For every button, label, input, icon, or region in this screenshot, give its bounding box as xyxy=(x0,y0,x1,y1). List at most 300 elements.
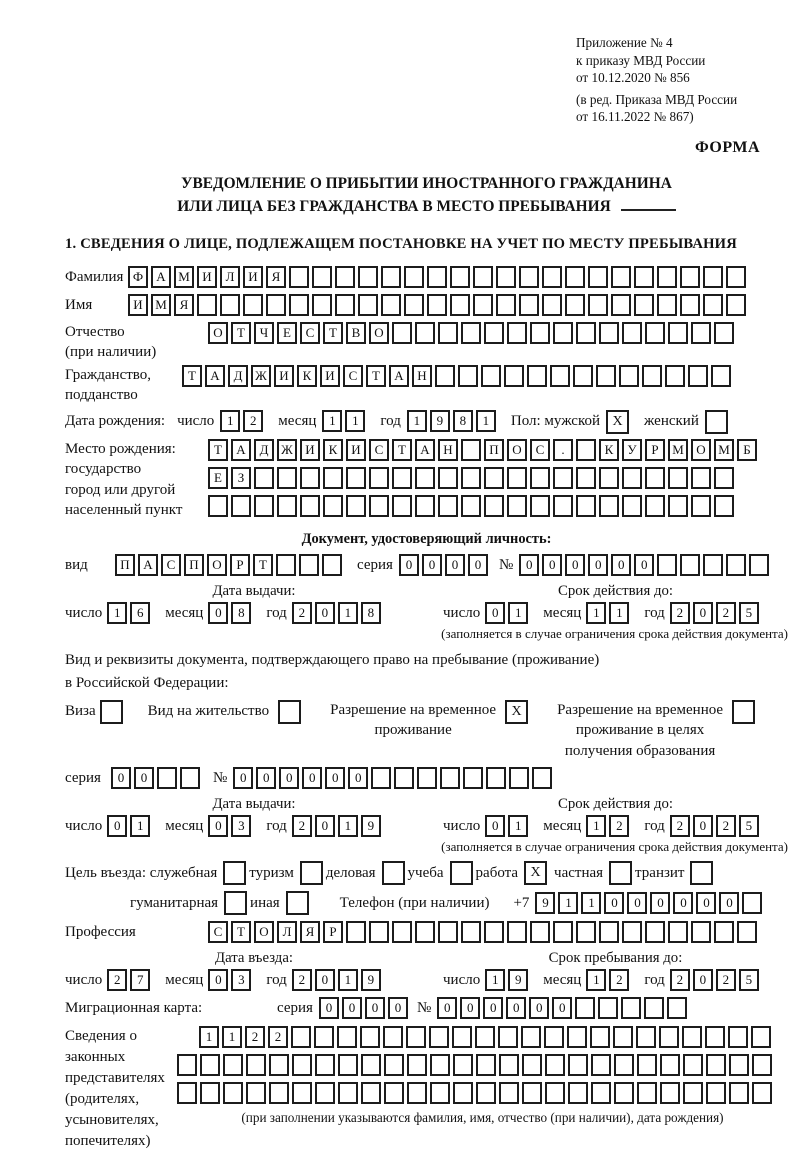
stay-month-cell[interactable]: 1 xyxy=(586,969,606,991)
phone-cell[interactable]: 1 xyxy=(581,892,601,914)
patronymic-cell[interactable]: Т xyxy=(231,322,251,344)
citizenship-cell[interactable]: К xyxy=(297,365,317,387)
visa-checkbox[interactable] xyxy=(100,700,126,724)
stay-month-cell[interactable]: 2 xyxy=(609,969,629,991)
profession-cell[interactable] xyxy=(484,921,504,943)
doc-number-cell[interactable]: 0 xyxy=(611,554,631,576)
birth-place-cell[interactable] xyxy=(714,467,734,489)
birth-place-cell[interactable] xyxy=(254,495,274,517)
stay-year-cell[interactable]: 2 xyxy=(670,969,690,991)
birth-place-cell[interactable] xyxy=(300,495,320,517)
birth-place-cell[interactable] xyxy=(415,495,435,517)
representatives-cell[interactable]: 2 xyxy=(245,1026,265,1048)
firstname-cell[interactable] xyxy=(450,294,470,316)
surname-cell[interactable] xyxy=(519,266,539,288)
entry-year-cell[interactable]: 1 xyxy=(338,969,358,991)
birth-place-cell[interactable]: Ж xyxy=(277,439,297,461)
patronymic-cell[interactable] xyxy=(691,322,711,344)
purpose-work-checkbox-cell[interactable]: X xyxy=(524,861,547,885)
birth-year-cells[interactable] xyxy=(407,410,499,432)
representatives-cell[interactable] xyxy=(292,1054,312,1076)
permit-expiry-year-cell[interactable]: 5 xyxy=(739,815,759,837)
profession-cell[interactable] xyxy=(507,921,527,943)
representatives-cell[interactable] xyxy=(660,1082,680,1104)
permit-series-cell[interactable] xyxy=(180,767,200,789)
surname-cell[interactable] xyxy=(404,266,424,288)
representatives-cell[interactable] xyxy=(452,1026,472,1048)
birth-month-cells[interactable] xyxy=(322,410,368,432)
migration-series-cell[interactable]: 0 xyxy=(319,997,339,1019)
birth-place-cell[interactable] xyxy=(599,495,619,517)
phone-cell[interactable]: 0 xyxy=(650,892,670,914)
citizenship-cell[interactable]: С xyxy=(343,365,363,387)
purpose-other-checkbox[interactable] xyxy=(286,891,312,915)
migration-number-cell[interactable]: 0 xyxy=(483,997,503,1019)
firstname-cell[interactable] xyxy=(657,294,677,316)
patronymic-cell[interactable] xyxy=(599,322,619,344)
purpose-private-checkbox-cell[interactable] xyxy=(609,861,632,885)
citizenship-cell[interactable]: Т xyxy=(182,365,202,387)
representatives-cell[interactable] xyxy=(636,1026,656,1048)
migration-number-cell[interactable]: 0 xyxy=(529,997,549,1019)
firstname-cell[interactable] xyxy=(335,294,355,316)
patronymic-cell[interactable] xyxy=(461,322,481,344)
entry-year-cell[interactable]: 9 xyxy=(361,969,381,991)
patronymic-cells[interactable] xyxy=(208,322,737,344)
birth-place-cell[interactable]: Р xyxy=(645,439,665,461)
profession-cell[interactable] xyxy=(369,921,389,943)
birth-place-cell[interactable] xyxy=(438,495,458,517)
issue-year-cell[interactable]: 1 xyxy=(338,602,358,624)
firstname-cells[interactable] xyxy=(128,294,749,316)
purpose-business-checkbox[interactable] xyxy=(382,861,408,885)
patronymic-cell[interactable] xyxy=(714,322,734,344)
sex-female-checkbox[interactable] xyxy=(705,410,731,434)
representatives-cell[interactable] xyxy=(429,1026,449,1048)
permit-expiry-year-cells[interactable] xyxy=(670,815,762,837)
sex-female-checkbox-cell[interactable] xyxy=(705,410,728,434)
birth-place-cell[interactable] xyxy=(622,467,642,489)
doc-kind-cell[interactable]: А xyxy=(138,554,158,576)
citizenship-cell[interactable] xyxy=(619,365,639,387)
representatives-cell[interactable] xyxy=(683,1054,703,1076)
birth-place-cell[interactable]: О xyxy=(691,439,711,461)
patronymic-cell[interactable] xyxy=(484,322,504,344)
representatives-cell[interactable] xyxy=(384,1082,404,1104)
birth-place-cell[interactable] xyxy=(346,467,366,489)
birth-place-cell[interactable]: У xyxy=(622,439,642,461)
firstname-cell[interactable] xyxy=(542,294,562,316)
permit-number-cell[interactable]: 0 xyxy=(233,767,253,789)
citizenship-cell[interactable] xyxy=(711,365,731,387)
birth-day-cell[interactable]: 2 xyxy=(243,410,263,432)
representatives-cell[interactable] xyxy=(522,1082,542,1104)
residence-permit-checkbox[interactable] xyxy=(278,700,304,724)
birth-place-row2[interactable] xyxy=(208,467,760,489)
citizenship-cell[interactable]: А xyxy=(205,365,225,387)
citizenship-cell[interactable] xyxy=(435,365,455,387)
representatives-cell[interactable] xyxy=(200,1054,220,1076)
permit-number-cell[interactable] xyxy=(440,767,460,789)
birth-place-cell[interactable] xyxy=(392,495,412,517)
representatives-row2[interactable] xyxy=(177,1054,788,1076)
citizenship-cell[interactable] xyxy=(527,365,547,387)
purpose-other-checkbox-cell[interactable] xyxy=(286,891,309,915)
representatives-cell[interactable] xyxy=(292,1082,312,1104)
entry-year-cells[interactable] xyxy=(292,969,384,991)
birth-place-cell[interactable]: Т xyxy=(392,439,412,461)
expiry-day-cells[interactable] xyxy=(485,602,531,624)
issue-year-cell[interactable]: 2 xyxy=(292,602,312,624)
temp-residence-edu-checkbox-cell[interactable] xyxy=(732,700,755,724)
firstname-cell[interactable] xyxy=(358,294,378,316)
birth-place-cell[interactable] xyxy=(691,467,711,489)
birth-place-cell[interactable] xyxy=(599,467,619,489)
issue-year-cell[interactable]: 0 xyxy=(315,602,335,624)
surname-cell[interactable]: И xyxy=(197,266,217,288)
permit-series-cells[interactable] xyxy=(111,767,203,789)
doc-kind-cell[interactable]: П xyxy=(115,554,135,576)
representatives-row3[interactable] xyxy=(177,1082,788,1104)
firstname-cell[interactable] xyxy=(243,294,263,316)
entry-month-cell[interactable]: 0 xyxy=(208,969,228,991)
permit-number-cell[interactable] xyxy=(509,767,529,789)
permit-issue-year-cell[interactable]: 0 xyxy=(315,815,335,837)
doc-kind-cell[interactable] xyxy=(322,554,342,576)
representatives-cell[interactable]: 1 xyxy=(199,1026,219,1048)
birth-place-cell[interactable] xyxy=(415,467,435,489)
migration-series-cells[interactable] xyxy=(319,997,411,1019)
representatives-cell[interactable] xyxy=(407,1082,427,1104)
representatives-cell[interactable] xyxy=(613,1026,633,1048)
surname-cell[interactable] xyxy=(358,266,378,288)
birth-place-cell[interactable]: С xyxy=(369,439,389,461)
surname-cell[interactable] xyxy=(289,266,309,288)
stay-year-cells[interactable] xyxy=(670,969,762,991)
birth-place-cell[interactable] xyxy=(576,467,596,489)
purpose-study-checkbox[interactable] xyxy=(450,861,476,885)
birth-place-cell[interactable]: А xyxy=(231,439,251,461)
entry-year-cell[interactable]: 0 xyxy=(315,969,335,991)
permit-issue-year-cell[interactable]: 1 xyxy=(338,815,358,837)
surname-cell[interactable] xyxy=(542,266,562,288)
citizenship-cell[interactable]: Т xyxy=(366,365,386,387)
citizenship-cell[interactable] xyxy=(596,365,616,387)
firstname-cell[interactable] xyxy=(703,294,723,316)
purpose-work-checkbox[interactable] xyxy=(524,861,550,885)
representatives-cell[interactable] xyxy=(430,1082,450,1104)
patronymic-cell[interactable] xyxy=(576,322,596,344)
representatives-cell[interactable] xyxy=(752,1082,772,1104)
permit-number-cell[interactable]: 0 xyxy=(325,767,345,789)
birth-place-cell[interactable]: И xyxy=(346,439,366,461)
doc-number-cell[interactable]: 0 xyxy=(542,554,562,576)
representatives-cell[interactable] xyxy=(384,1054,404,1076)
birth-place-cell[interactable] xyxy=(530,495,550,517)
representatives-cell[interactable] xyxy=(246,1054,266,1076)
firstname-cell[interactable] xyxy=(473,294,493,316)
permit-number-cell[interactable] xyxy=(463,767,483,789)
representatives-cell[interactable] xyxy=(269,1082,289,1104)
profession-cell[interactable] xyxy=(530,921,550,943)
profession-cell[interactable] xyxy=(622,921,642,943)
expiry-month-cell[interactable]: 1 xyxy=(609,602,629,624)
permit-number-cell[interactable] xyxy=(486,767,506,789)
firstname-cell[interactable] xyxy=(588,294,608,316)
firstname-cell[interactable]: Я xyxy=(174,294,194,316)
migration-number-cell[interactable]: 0 xyxy=(552,997,572,1019)
firstname-cell[interactable] xyxy=(289,294,309,316)
birth-place-cell[interactable] xyxy=(438,467,458,489)
temp-residence-edu-checkbox[interactable] xyxy=(732,700,758,724)
representatives-cell[interactable] xyxy=(406,1026,426,1048)
surname-cell[interactable] xyxy=(611,266,631,288)
representatives-cell[interactable] xyxy=(659,1026,679,1048)
phone-cell[interactable]: 1 xyxy=(558,892,578,914)
birth-place-cell[interactable] xyxy=(553,495,573,517)
birth-place-cell[interactable] xyxy=(346,495,366,517)
surname-cell[interactable]: Л xyxy=(220,266,240,288)
representatives-cell[interactable] xyxy=(499,1054,519,1076)
birth-place-cell[interactable] xyxy=(507,467,527,489)
birth-place-cell[interactable]: Е xyxy=(208,467,228,489)
patronymic-cell[interactable]: Ч xyxy=(254,322,274,344)
birth-place-cell[interactable] xyxy=(484,467,504,489)
residence-permit-checkbox-cell[interactable] xyxy=(278,700,301,724)
migration-series-cell[interactable]: 0 xyxy=(365,997,385,1019)
profession-cell[interactable] xyxy=(599,921,619,943)
profession-cell[interactable] xyxy=(576,921,596,943)
representatives-cell[interactable] xyxy=(430,1054,450,1076)
birth-place-cell[interactable] xyxy=(530,467,550,489)
representatives-cell[interactable] xyxy=(177,1082,197,1104)
profession-cell[interactable] xyxy=(461,921,481,943)
expiry-day-cell[interactable]: 1 xyxy=(508,602,528,624)
patronymic-cell[interactable]: Т xyxy=(323,322,343,344)
citizenship-cell[interactable] xyxy=(481,365,501,387)
birth-day-cell[interactable]: 1 xyxy=(220,410,240,432)
phone-cell[interactable]: 0 xyxy=(696,892,716,914)
surname-cell[interactable] xyxy=(473,266,493,288)
stay-year-cell[interactable]: 2 xyxy=(716,969,736,991)
expiry-year-cells[interactable] xyxy=(670,602,762,624)
permit-number-cell[interactable] xyxy=(371,767,391,789)
patronymic-cell[interactable]: С xyxy=(300,322,320,344)
permit-series-cell[interactable]: 0 xyxy=(111,767,131,789)
expiry-day-cell[interactable]: 0 xyxy=(485,602,505,624)
citizenship-cell[interactable]: А xyxy=(389,365,409,387)
purpose-official-checkbox-cell[interactable] xyxy=(223,861,246,885)
birth-place-cell[interactable] xyxy=(323,495,343,517)
representatives-cell[interactable] xyxy=(729,1082,749,1104)
profession-cell[interactable]: Т xyxy=(231,921,251,943)
permit-expiry-day-cell[interactable]: 1 xyxy=(508,815,528,837)
birth-year-cell[interactable]: 9 xyxy=(430,410,450,432)
citizenship-cell[interactable] xyxy=(550,365,570,387)
birth-place-cell[interactable] xyxy=(300,467,320,489)
doc-kind-cell[interactable]: П xyxy=(184,554,204,576)
birth-place-cell[interactable]: . xyxy=(553,439,573,461)
surname-cell[interactable] xyxy=(312,266,332,288)
doc-number-cell[interactable]: 0 xyxy=(565,554,585,576)
permit-issue-month-cell[interactable]: 0 xyxy=(208,815,228,837)
phone-cell[interactable]: 9 xyxy=(535,892,555,914)
patronymic-cell[interactable] xyxy=(415,322,435,344)
birth-place-cell[interactable]: К xyxy=(323,439,343,461)
surname-cell[interactable] xyxy=(657,266,677,288)
issue-day-cells[interactable] xyxy=(107,602,153,624)
expiry-month-cells[interactable] xyxy=(586,602,632,624)
doc-series-cells[interactable] xyxy=(399,554,491,576)
representatives-cell[interactable] xyxy=(545,1054,565,1076)
entry-year-cell[interactable]: 2 xyxy=(292,969,312,991)
surname-cell[interactable] xyxy=(496,266,516,288)
permit-expiry-year-cell[interactable]: 2 xyxy=(670,815,690,837)
entry-month-cell[interactable]: 3 xyxy=(231,969,251,991)
representatives-cell[interactable] xyxy=(568,1054,588,1076)
doc-kind-cell[interactable]: С xyxy=(161,554,181,576)
firstname-cell[interactable] xyxy=(312,294,332,316)
purpose-humanitarian-checkbox-cell[interactable] xyxy=(224,891,247,915)
surname-cell[interactable] xyxy=(726,266,746,288)
birth-place-cell[interactable]: Б xyxy=(737,439,757,461)
permit-number-cell[interactable]: 0 xyxy=(256,767,276,789)
profession-cell[interactable] xyxy=(346,921,366,943)
birth-place-cell[interactable] xyxy=(461,467,481,489)
birth-day-cells[interactable] xyxy=(220,410,266,432)
representatives-cell[interactable] xyxy=(728,1026,748,1048)
surname-cell[interactable] xyxy=(588,266,608,288)
birth-place-cell[interactable] xyxy=(461,495,481,517)
purpose-tourism-checkbox-cell[interactable] xyxy=(300,861,323,885)
representatives-cell[interactable] xyxy=(475,1026,495,1048)
birth-place-cell[interactable]: С xyxy=(530,439,550,461)
permit-issue-month-cells[interactable] xyxy=(208,815,254,837)
expiry-year-cell[interactable]: 5 xyxy=(739,602,759,624)
issue-year-cell[interactable]: 8 xyxy=(361,602,381,624)
doc-number-cell[interactable]: 0 xyxy=(634,554,654,576)
representatives-cell[interactable] xyxy=(200,1082,220,1104)
citizenship-cell[interactable] xyxy=(642,365,662,387)
surname-cell[interactable]: Ф xyxy=(128,266,148,288)
profession-cell[interactable] xyxy=(553,921,573,943)
expiry-year-cell[interactable]: 2 xyxy=(716,602,736,624)
citizenship-cells[interactable] xyxy=(182,365,734,387)
firstname-cell[interactable] xyxy=(381,294,401,316)
surname-cell[interactable] xyxy=(703,266,723,288)
representatives-cell[interactable] xyxy=(567,1026,587,1048)
doc-number-cell[interactable] xyxy=(726,554,746,576)
temp-residence-checkbox-cell[interactable]: X xyxy=(505,700,528,724)
doc-kind-cells[interactable] xyxy=(115,554,345,576)
doc-kind-cell[interactable] xyxy=(276,554,296,576)
surname-cell[interactable] xyxy=(335,266,355,288)
birth-place-cell[interactable]: А xyxy=(415,439,435,461)
representatives-cell[interactable] xyxy=(729,1054,749,1076)
citizenship-cell[interactable] xyxy=(573,365,593,387)
patronymic-cell[interactable] xyxy=(622,322,642,344)
birth-place-cell[interactable] xyxy=(254,467,274,489)
representatives-cell[interactable] xyxy=(269,1054,289,1076)
birth-place-cell[interactable] xyxy=(369,467,389,489)
issue-month-cell[interactable]: 0 xyxy=(208,602,228,624)
migration-number-cells[interactable] xyxy=(437,997,690,1019)
doc-series-cell[interactable]: 0 xyxy=(422,554,442,576)
doc-series-cell[interactable]: 0 xyxy=(399,554,419,576)
birth-place-cell[interactable] xyxy=(461,439,481,461)
representatives-cell[interactable] xyxy=(591,1054,611,1076)
profession-cell[interactable]: С xyxy=(208,921,228,943)
birth-month-cell[interactable]: 1 xyxy=(345,410,365,432)
surname-cell[interactable] xyxy=(565,266,585,288)
birth-place-cell[interactable] xyxy=(576,439,596,461)
migration-series-cell[interactable]: 0 xyxy=(342,997,362,1019)
representatives-cell[interactable] xyxy=(223,1082,243,1104)
permit-number-cell[interactable] xyxy=(394,767,414,789)
birth-place-cell[interactable]: М xyxy=(714,439,734,461)
doc-number-cells[interactable] xyxy=(519,554,772,576)
purpose-tourism-checkbox[interactable] xyxy=(300,861,326,885)
representatives-cell[interactable] xyxy=(660,1054,680,1076)
doc-kind-cell[interactable]: Т xyxy=(253,554,273,576)
representatives-cell[interactable] xyxy=(522,1054,542,1076)
phone-cell[interactable]: 0 xyxy=(627,892,647,914)
birth-place-cell[interactable] xyxy=(645,495,665,517)
patronymic-cell[interactable] xyxy=(530,322,550,344)
patronymic-cell[interactable]: О xyxy=(369,322,389,344)
profession-cell[interactable] xyxy=(737,921,757,943)
purpose-official-checkbox[interactable] xyxy=(223,861,249,885)
birth-place-cell[interactable] xyxy=(369,495,389,517)
surname-cell[interactable]: М xyxy=(174,266,194,288)
representatives-cell[interactable] xyxy=(706,1054,726,1076)
citizenship-cell[interactable] xyxy=(458,365,478,387)
permit-issue-day-cells[interactable] xyxy=(107,815,153,837)
migration-number-cell[interactable] xyxy=(621,997,641,1019)
doc-number-cell[interactable]: 0 xyxy=(588,554,608,576)
citizenship-cell[interactable] xyxy=(688,365,708,387)
representatives-cell[interactable] xyxy=(314,1026,334,1048)
firstname-cell[interactable] xyxy=(726,294,746,316)
citizenship-cell[interactable] xyxy=(665,365,685,387)
issue-month-cells[interactable] xyxy=(208,602,254,624)
birth-place-cell[interactable]: О xyxy=(507,439,527,461)
permit-issue-year-cells[interactable] xyxy=(292,815,384,837)
firstname-cell[interactable] xyxy=(220,294,240,316)
birth-place-cell[interactable] xyxy=(576,495,596,517)
representatives-cell[interactable] xyxy=(637,1054,657,1076)
representatives-cell[interactable] xyxy=(337,1026,357,1048)
permit-issue-year-cell[interactable]: 2 xyxy=(292,815,312,837)
patronymic-cell[interactable] xyxy=(645,322,665,344)
patronymic-cell[interactable] xyxy=(438,322,458,344)
birth-place-cell[interactable]: Т xyxy=(208,439,228,461)
patronymic-cell[interactable]: В xyxy=(346,322,366,344)
representatives-cell[interactable] xyxy=(544,1026,564,1048)
representatives-cell[interactable] xyxy=(246,1082,266,1104)
permit-series-cell[interactable] xyxy=(157,767,177,789)
representatives-cell[interactable] xyxy=(591,1082,611,1104)
permit-number-cell[interactable]: 0 xyxy=(302,767,322,789)
representatives-cell[interactable] xyxy=(476,1082,496,1104)
permit-expiry-day-cell[interactable]: 0 xyxy=(485,815,505,837)
representatives-cell[interactable] xyxy=(498,1026,518,1048)
profession-cell[interactable] xyxy=(438,921,458,943)
representatives-cell[interactable] xyxy=(338,1082,358,1104)
patronymic-cell[interactable]: Е xyxy=(277,322,297,344)
representatives-cell[interactable]: 1 xyxy=(222,1026,242,1048)
birth-place-cell[interactable] xyxy=(622,495,642,517)
